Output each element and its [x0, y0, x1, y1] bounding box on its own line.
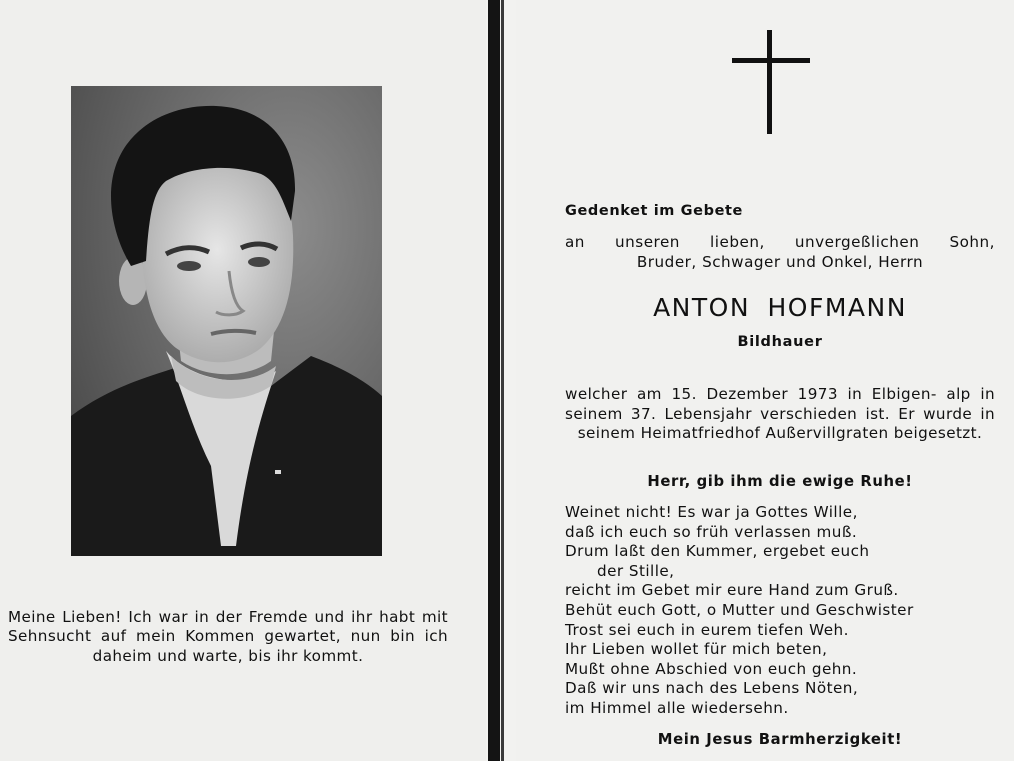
farewell-quote [8, 608, 448, 666]
poem-line: Mußt ohne Abschied von euch gehn. [565, 659, 858, 678]
black-border-bar [488, 0, 500, 761]
poem-line: Ihr Lieben wollet für mich beten, [565, 640, 828, 659]
death-line: welcher am 15. Dezember 1973 in Elbigen- [565, 385, 937, 403]
quote-line: Meine Lieben! Ich war in der Fremde und [8, 608, 345, 626]
quote-line: gewartet, nun bin ich daheim und warte, [92, 627, 448, 665]
cross-icon [732, 30, 810, 134]
black-border-edge [501, 0, 504, 761]
occupation: Bildhauer [737, 334, 823, 350]
quote-line: ihr habt mit Sehnsucht auf mein Kommen [8, 608, 448, 646]
death-notice [565, 385, 995, 444]
poem-line: der Stille, [597, 561, 675, 580]
poem-line: Drum laßt den Kummer, ergebet euch [565, 542, 870, 561]
death-line: alp in seinem 37. Lebensjahr verschieden [565, 385, 995, 423]
poem-line: daß ich euch so früh verlassen muß. [565, 522, 858, 541]
death-line: ist. Er wurde in seinem Heimatfriedhof [577, 404, 996, 442]
left-panel [0, 0, 486, 761]
poem-line: Behüt euch Gott, o Mutter und Geschwister [565, 600, 914, 619]
memorial-poem [565, 503, 995, 719]
portrait-photo [71, 86, 382, 556]
cross-horizontal [732, 58, 810, 63]
card-fold-divider [486, 0, 516, 761]
intro-line: Bruder, Schwager und Onkel, Herrn [636, 252, 924, 271]
intro-line: an unseren lieben, unvergeßlichen Sohn, [565, 233, 995, 251]
deceased-name: ANTON HOFMANN [653, 293, 907, 322]
poem-line: im Himmel alle wiedersehn. [565, 698, 789, 717]
portrait-illustration [71, 86, 382, 556]
intro-text [565, 233, 995, 272]
death-line: Außervillgraten beigesetzt. [765, 424, 983, 442]
poem-line: Weinet nicht! Es war ja Gottes Wille, [565, 503, 858, 521]
prayer-line: Herr, gib ihm die ewige Ruhe! [647, 473, 913, 490]
quote-line: bis ihr kommt. [248, 646, 364, 665]
memorial-heading: Gedenket im Gebete [565, 203, 743, 219]
poem-line: reicht im Gebet mir eure Hand zum Gruß. [565, 581, 899, 600]
poem-line: Trost sei euch in eurem tiefen Weh. [565, 620, 849, 639]
poem-line: Daß wir uns nach des Lebens Nöten, [565, 679, 859, 698]
cross-vertical [767, 30, 772, 134]
closing-invocation: Mein Jesus Barmherzigkeit! [657, 731, 903, 748]
